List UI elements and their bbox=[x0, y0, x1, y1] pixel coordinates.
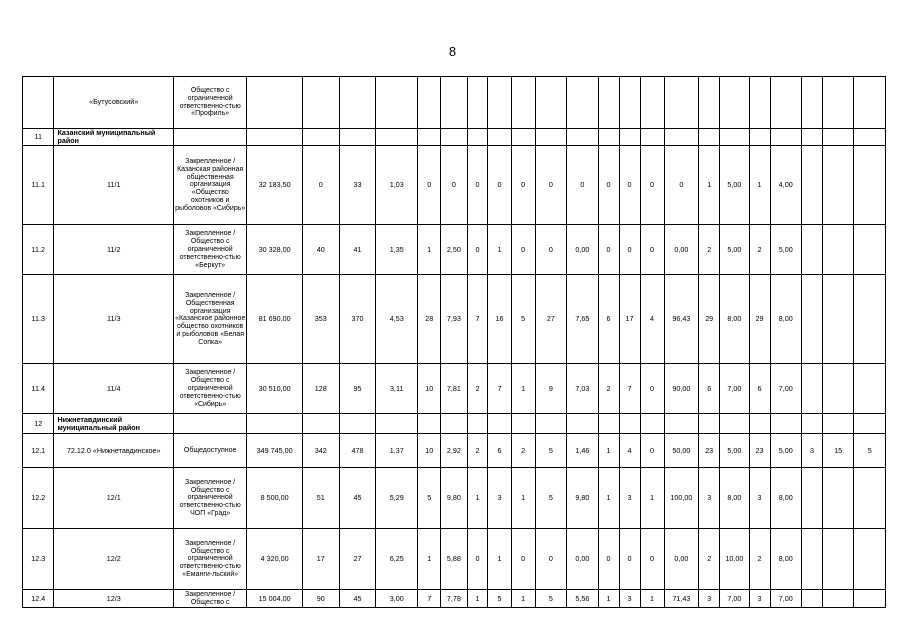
table-cell bbox=[488, 77, 511, 129]
table-cell: 0 bbox=[619, 146, 640, 225]
table-cell: 81 690,00 bbox=[247, 275, 303, 364]
table-cell bbox=[302, 129, 339, 146]
table-cell bbox=[854, 225, 886, 275]
table-cell: 5,00 bbox=[720, 225, 749, 275]
district-name: Нижнетавдинский муниципальный район bbox=[54, 414, 174, 434]
table-cell: 1 bbox=[488, 225, 511, 275]
hunting-ground: 12/1 bbox=[54, 468, 174, 529]
hunting-ground: 11/1 bbox=[54, 146, 174, 225]
table-cell: 0 bbox=[640, 529, 664, 590]
table-cell bbox=[247, 414, 303, 434]
table-cell: 5,00 bbox=[770, 434, 801, 468]
table-cell: 3 bbox=[488, 468, 511, 529]
table-cell bbox=[801, 275, 822, 364]
table-row bbox=[23, 364, 886, 414]
table-cell bbox=[664, 129, 699, 146]
table-cell bbox=[801, 364, 822, 414]
table-cell: 7 bbox=[418, 590, 441, 608]
table-cell bbox=[488, 129, 511, 146]
table-cell bbox=[339, 77, 376, 129]
table-cell: 0 bbox=[441, 146, 467, 225]
table-cell bbox=[339, 129, 376, 146]
table-cell bbox=[720, 77, 749, 129]
table-cell: 0 bbox=[418, 146, 441, 225]
table-cell: 51 bbox=[302, 468, 339, 529]
table-cell: 5 bbox=[488, 590, 511, 608]
table-cell: 96,43 bbox=[664, 275, 699, 364]
table-cell: 7,65 bbox=[567, 275, 598, 364]
table-cell bbox=[770, 77, 801, 129]
table-cell: 2 bbox=[511, 434, 535, 468]
table-cell bbox=[801, 129, 822, 146]
district-number: 12 bbox=[23, 414, 54, 434]
table-cell bbox=[640, 414, 664, 434]
owner-cell: Общество с ограниченной ответственно-стью «Профиль» bbox=[173, 77, 246, 129]
table-cell: 1,35 bbox=[376, 225, 418, 275]
table-row bbox=[23, 275, 886, 364]
table-cell bbox=[749, 414, 770, 434]
table-cell: 1 bbox=[699, 146, 720, 225]
table-cell: 95 bbox=[339, 364, 376, 414]
table-cell: 1 bbox=[418, 529, 441, 590]
table-cell bbox=[720, 129, 749, 146]
district-number: 11 bbox=[23, 129, 54, 146]
table-cell bbox=[699, 129, 720, 146]
table-cell bbox=[854, 275, 886, 364]
page-number: 8 bbox=[448, 44, 457, 59]
table-cell: 1,46 bbox=[567, 434, 598, 468]
table-cell: 370 bbox=[339, 275, 376, 364]
table-cell bbox=[640, 129, 664, 146]
table-cell: 4 bbox=[619, 434, 640, 468]
table-cell bbox=[801, 225, 822, 275]
table-cell: 1 bbox=[511, 468, 535, 529]
table-cell bbox=[247, 129, 303, 146]
table-cell: 1 bbox=[467, 468, 488, 529]
table-cell bbox=[247, 77, 303, 129]
owner-cell: Закрепленное / Общество с ограниченной ответственно-стью «Беркут» bbox=[173, 225, 246, 275]
table-cell bbox=[822, 275, 853, 364]
table-row bbox=[23, 146, 886, 225]
table-cell: 50,00 bbox=[664, 434, 699, 468]
table-row bbox=[23, 590, 886, 608]
table-cell bbox=[854, 364, 886, 414]
row-number: 11.1 bbox=[23, 146, 54, 225]
table-cell: 0,00 bbox=[567, 529, 598, 590]
table-cell: 7,00 bbox=[770, 590, 801, 608]
table-cell: 32 183,50 bbox=[247, 146, 303, 225]
table-cell bbox=[822, 364, 853, 414]
table-cell: 8,00 bbox=[770, 529, 801, 590]
district-name: Казанский муниципальный район bbox=[54, 129, 174, 146]
row-number bbox=[23, 77, 54, 129]
table-cell: 23 bbox=[699, 434, 720, 468]
table-cell bbox=[854, 77, 886, 129]
table-cell: 3,11 bbox=[376, 364, 418, 414]
table-cell bbox=[801, 529, 822, 590]
table-cell: 100,00 bbox=[664, 468, 699, 529]
table-cell: 0 bbox=[640, 364, 664, 414]
table-cell: 7,78 bbox=[441, 590, 467, 608]
table-cell: 1 bbox=[640, 468, 664, 529]
table-cell: 5 bbox=[854, 434, 886, 468]
table-cell: 23 bbox=[749, 434, 770, 468]
table-cell: 0,00 bbox=[664, 529, 699, 590]
table-cell: 4 320,00 bbox=[247, 529, 303, 590]
table-cell: 1 bbox=[640, 590, 664, 608]
table-cell bbox=[801, 590, 822, 608]
table-cell: 1 bbox=[418, 225, 441, 275]
table-cell: 90,00 bbox=[664, 364, 699, 414]
table-cell: 5,00 bbox=[720, 434, 749, 468]
table-cell: 0 bbox=[467, 529, 488, 590]
table-cell bbox=[822, 590, 853, 608]
table-cell bbox=[801, 146, 822, 225]
table-cell bbox=[418, 129, 441, 146]
table-cell bbox=[567, 129, 598, 146]
district-row bbox=[23, 414, 886, 434]
table-cell bbox=[535, 129, 566, 146]
table-cell: 3 bbox=[699, 590, 720, 608]
table-cell: 4,00 bbox=[770, 146, 801, 225]
table-cell: 349 745,00 bbox=[247, 434, 303, 468]
table-cell: 0 bbox=[619, 529, 640, 590]
table-cell bbox=[302, 414, 339, 434]
table-cell bbox=[699, 77, 720, 129]
owner-cell: Закрепленное / Общество с ограниченной ответственно-стью «Еманги-льский» bbox=[173, 529, 246, 590]
table-cell bbox=[418, 77, 441, 129]
table-cell bbox=[619, 77, 640, 129]
table-cell: 1,03 bbox=[376, 146, 418, 225]
hunting-ground: 72.12.0 «Нижнетавдинское» bbox=[54, 434, 174, 468]
table-cell: 8,00 bbox=[720, 468, 749, 529]
table-cell bbox=[488, 414, 511, 434]
table-cell: 3 bbox=[801, 434, 822, 468]
table-cell bbox=[441, 414, 467, 434]
table-cell: 0 bbox=[598, 225, 619, 275]
table-cell: 30 328,00 bbox=[247, 225, 303, 275]
table-cell: 33 bbox=[339, 146, 376, 225]
table-cell: 0 bbox=[302, 146, 339, 225]
table-cell: 1 bbox=[598, 468, 619, 529]
table-cell bbox=[640, 77, 664, 129]
data-table bbox=[22, 76, 886, 608]
table-cell bbox=[664, 414, 699, 434]
table-cell: 10 bbox=[418, 434, 441, 468]
table-cell: 3 bbox=[699, 468, 720, 529]
table-cell: 29 bbox=[699, 275, 720, 364]
table-cell: 0 bbox=[511, 146, 535, 225]
table-cell bbox=[854, 129, 886, 146]
row-number: 12.2 bbox=[23, 468, 54, 529]
table-cell: 15 bbox=[822, 434, 853, 468]
table-cell bbox=[441, 77, 467, 129]
owner-cell: Закрепленное / Общественная организация «Казанское районное общество охотников и рыболовов «Белая Сопка» bbox=[173, 275, 246, 364]
table-cell: 0 bbox=[535, 146, 566, 225]
table-cell bbox=[854, 146, 886, 225]
table-cell: 15 004,00 bbox=[247, 590, 303, 608]
table-cell: 2 bbox=[699, 225, 720, 275]
table-cell bbox=[376, 77, 418, 129]
table-cell: 5 bbox=[535, 590, 566, 608]
table-cell: 0 bbox=[598, 146, 619, 225]
table-cell bbox=[598, 129, 619, 146]
table-cell: 27 bbox=[339, 529, 376, 590]
table-cell bbox=[801, 468, 822, 529]
table-cell: 1 bbox=[749, 146, 770, 225]
table-cell: 5,88 bbox=[441, 529, 467, 590]
table-cell: 90 bbox=[302, 590, 339, 608]
table-cell: 0 bbox=[598, 529, 619, 590]
table-cell: 40 bbox=[302, 225, 339, 275]
table-cell: 3 bbox=[619, 590, 640, 608]
table-cell bbox=[801, 414, 822, 434]
table-cell: 10,00 bbox=[720, 529, 749, 590]
table-cell bbox=[664, 77, 699, 129]
table-cell: 0 bbox=[535, 225, 566, 275]
table-cell: 1 bbox=[511, 364, 535, 414]
table-cell bbox=[535, 414, 566, 434]
table-cell bbox=[376, 414, 418, 434]
table-cell: 7,00 bbox=[770, 364, 801, 414]
row-number: 11.4 bbox=[23, 364, 54, 414]
table-cell: 2,92 bbox=[441, 434, 467, 468]
table-cell: 3 bbox=[619, 468, 640, 529]
table-cell: 2 bbox=[699, 529, 720, 590]
table-cell: 2,50 bbox=[441, 225, 467, 275]
table-cell: 5 bbox=[418, 468, 441, 529]
table-cell bbox=[822, 468, 853, 529]
table-cell: 5,00 bbox=[720, 146, 749, 225]
table-cell bbox=[467, 77, 488, 129]
table-cell: 2 bbox=[749, 529, 770, 590]
table-cell: 7,81 bbox=[441, 364, 467, 414]
owner-cell: Закрепленное / Общество с ограниченной ответственно-стью ЧОП «Град» bbox=[173, 468, 246, 529]
owner-cell: Общедоступное bbox=[173, 434, 246, 468]
table-cell bbox=[822, 77, 853, 129]
table-cell bbox=[720, 414, 749, 434]
hunting-ground: 11/2 bbox=[54, 225, 174, 275]
table-row bbox=[23, 77, 886, 129]
table-cell bbox=[339, 414, 376, 434]
table-cell bbox=[822, 129, 853, 146]
table-cell bbox=[173, 414, 246, 434]
table-cell: 29 bbox=[749, 275, 770, 364]
table-cell: 0 bbox=[467, 225, 488, 275]
table-cell bbox=[822, 529, 853, 590]
table-cell bbox=[854, 529, 886, 590]
table-cell bbox=[854, 468, 886, 529]
table-cell bbox=[467, 414, 488, 434]
table-cell: 3 bbox=[749, 590, 770, 608]
table-cell: 8,00 bbox=[770, 468, 801, 529]
table-cell: 30 510,00 bbox=[247, 364, 303, 414]
table-cell: 342 bbox=[302, 434, 339, 468]
table-cell: 5 bbox=[535, 468, 566, 529]
table-cell: 5 bbox=[535, 434, 566, 468]
table-row bbox=[23, 529, 886, 590]
table-cell: 0 bbox=[619, 225, 640, 275]
table-cell: 10 bbox=[418, 364, 441, 414]
table-cell bbox=[441, 129, 467, 146]
table-cell bbox=[302, 77, 339, 129]
table-cell: 5,56 bbox=[567, 590, 598, 608]
table-cell: 1 bbox=[598, 434, 619, 468]
row-number: 12.3 bbox=[23, 529, 54, 590]
row-number: 12.4 bbox=[23, 590, 54, 608]
table-cell bbox=[822, 225, 853, 275]
district-row bbox=[23, 129, 886, 146]
table-cell: 6,25 bbox=[376, 529, 418, 590]
table-cell bbox=[854, 590, 886, 608]
table-cell bbox=[749, 129, 770, 146]
table-cell: 4,53 bbox=[376, 275, 418, 364]
table-cell: 9 bbox=[535, 364, 566, 414]
row-number: 12.1 bbox=[23, 434, 54, 468]
table-cell: 28 bbox=[418, 275, 441, 364]
table-cell: 0 bbox=[511, 225, 535, 275]
table-cell bbox=[376, 129, 418, 146]
table-cell bbox=[511, 77, 535, 129]
table-cell: 0 bbox=[488, 146, 511, 225]
table-cell: 128 bbox=[302, 364, 339, 414]
table-row bbox=[23, 434, 886, 468]
table-cell bbox=[535, 77, 566, 129]
table-cell bbox=[854, 414, 886, 434]
owner-cell: Закрепленное / Общество с ограниченной ответственно-стью «Сибирь» bbox=[173, 364, 246, 414]
table-cell: 2 bbox=[467, 364, 488, 414]
table-cell: 7 bbox=[488, 364, 511, 414]
table-cell: 2 bbox=[598, 364, 619, 414]
table-cell: 0,00 bbox=[664, 225, 699, 275]
hunting-ground: «Бутусовский» bbox=[54, 77, 174, 129]
table-cell: 71,43 bbox=[664, 590, 699, 608]
table-cell bbox=[770, 129, 801, 146]
table-cell: 0 bbox=[567, 146, 598, 225]
table-cell: 17 bbox=[302, 529, 339, 590]
table-cell bbox=[619, 414, 640, 434]
table-cell: 0 bbox=[664, 146, 699, 225]
owner-cell: Закрепленное / Казанская районная общественная организация «Общество охотников и рыболовов «Сибирь» bbox=[173, 146, 246, 225]
table-cell: 9,80 bbox=[441, 468, 467, 529]
table-cell: 5,29 bbox=[376, 468, 418, 529]
hunting-ground: 11/4 bbox=[54, 364, 174, 414]
row-number: 11.3 bbox=[23, 275, 54, 364]
table-cell bbox=[567, 414, 598, 434]
hunting-ground: 12/2 bbox=[54, 529, 174, 590]
hunting-ground: 11/3 bbox=[54, 275, 174, 364]
table-cell: 27 bbox=[535, 275, 566, 364]
table-cell bbox=[801, 77, 822, 129]
table-cell bbox=[511, 129, 535, 146]
table-cell: 7 bbox=[619, 364, 640, 414]
table-cell: 1 bbox=[511, 590, 535, 608]
table-cell: 0 bbox=[535, 529, 566, 590]
table-cell: 17 bbox=[619, 275, 640, 364]
table-cell: 16 bbox=[488, 275, 511, 364]
table-cell: 0 bbox=[640, 434, 664, 468]
table-cell: 6 bbox=[598, 275, 619, 364]
table-cell: 7,00 bbox=[720, 590, 749, 608]
table-row bbox=[23, 468, 886, 529]
owner-cell: Закрепленное / Общество с bbox=[173, 590, 246, 608]
table-cell: 7,00 bbox=[720, 364, 749, 414]
table-cell bbox=[770, 414, 801, 434]
table-cell bbox=[619, 129, 640, 146]
row-number: 11.2 bbox=[23, 225, 54, 275]
table-cell: 0 bbox=[511, 529, 535, 590]
table-cell bbox=[418, 414, 441, 434]
table-row bbox=[23, 225, 886, 275]
table-cell: 8 500,00 bbox=[247, 468, 303, 529]
hunting-ground: 12/3 bbox=[54, 590, 174, 608]
table-cell bbox=[567, 77, 598, 129]
table-cell: 1 bbox=[598, 590, 619, 608]
table-cell: 0 bbox=[640, 146, 664, 225]
table-cell bbox=[598, 414, 619, 434]
table-cell bbox=[822, 146, 853, 225]
table-cell bbox=[511, 414, 535, 434]
table-cell: 3 bbox=[749, 468, 770, 529]
table-cell: 45 bbox=[339, 590, 376, 608]
table-cell: 7,93 bbox=[441, 275, 467, 364]
table-cell: 4 bbox=[640, 275, 664, 364]
table-cell: 2 bbox=[467, 434, 488, 468]
table-cell: 1,37 bbox=[376, 434, 418, 468]
table-cell: 6 bbox=[749, 364, 770, 414]
table-cell: 0,00 bbox=[567, 225, 598, 275]
table-cell bbox=[173, 129, 246, 146]
table-cell: 7 bbox=[467, 275, 488, 364]
table-cell: 2 bbox=[749, 225, 770, 275]
table-cell bbox=[598, 77, 619, 129]
table-cell: 6 bbox=[488, 434, 511, 468]
table-cell: 1 bbox=[467, 590, 488, 608]
table-cell: 8,00 bbox=[720, 275, 749, 364]
table-cell: 41 bbox=[339, 225, 376, 275]
table-cell bbox=[699, 414, 720, 434]
table-cell: 0 bbox=[467, 146, 488, 225]
table-cell: 1 bbox=[488, 529, 511, 590]
table-cell bbox=[822, 414, 853, 434]
table-cell: 0 bbox=[640, 225, 664, 275]
table-cell: 9,80 bbox=[567, 468, 598, 529]
table-cell: 7,03 bbox=[567, 364, 598, 414]
table-cell: 5 bbox=[511, 275, 535, 364]
table-cell bbox=[749, 77, 770, 129]
table-cell: 353 bbox=[302, 275, 339, 364]
table-cell bbox=[467, 129, 488, 146]
table-cell: 45 bbox=[339, 468, 376, 529]
table-cell: 5,00 bbox=[770, 225, 801, 275]
table-cell: 6 bbox=[699, 364, 720, 414]
table-cell: 478 bbox=[339, 434, 376, 468]
table-cell: 8,00 bbox=[770, 275, 801, 364]
table-cell: 3,00 bbox=[376, 590, 418, 608]
